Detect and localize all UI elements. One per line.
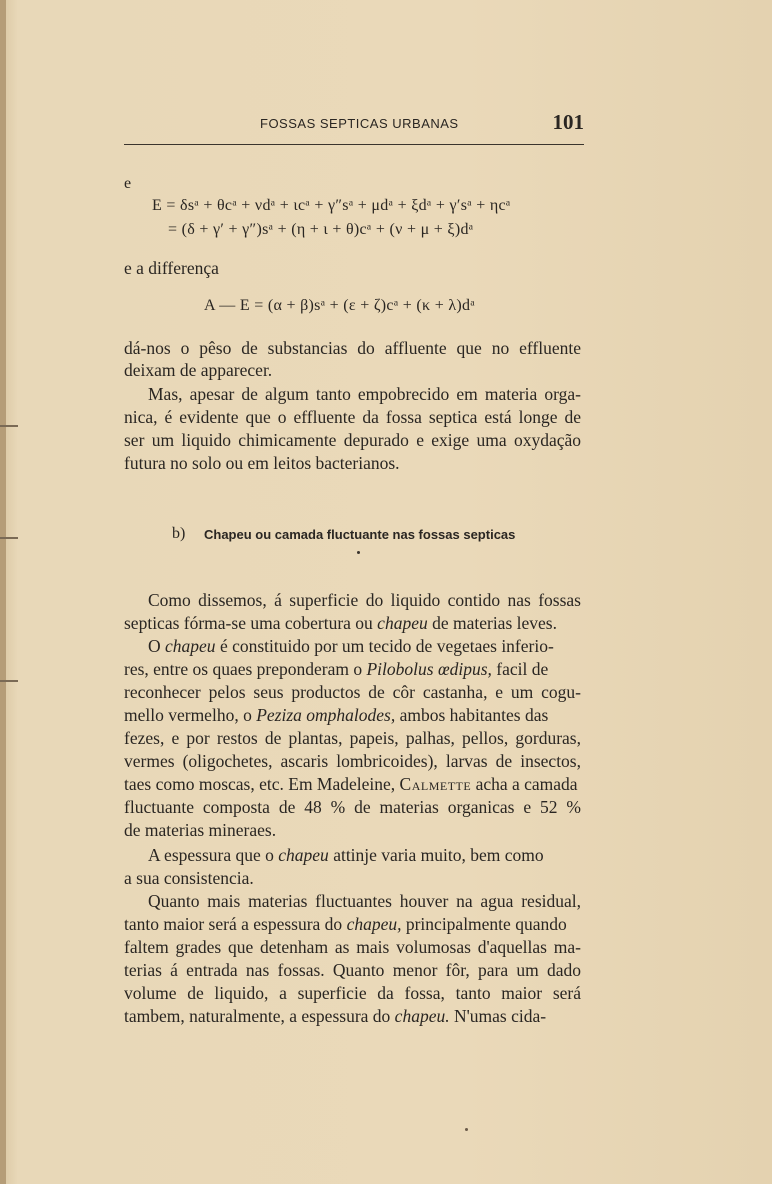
difference-equation: A — E = (α + β)sᵃ + (ε + ζ)cᵃ + (κ + λ)dᵃ [204, 297, 475, 314]
paragraph-line: res, entre os quaes preponderam o Pilobolus œdipus, facil de [124, 659, 549, 679]
paragraph-line: ser um liquido chimicamente depurado e exige uma oxydação [124, 430, 581, 450]
equation-e-line2: = (δ + γ′ + γ″)sᵃ + (η + ι + θ)cᵃ + (ν + μ + ξ)dᵃ [168, 221, 474, 238]
paragraph-line: tambem, naturalmente, a espessura do chapeu. N'umas cida- [124, 1006, 547, 1026]
equation-e-line1: E = δsᵃ + θcᵃ + νdᵃ + ιcᵃ + γ″sᵃ + μdᵃ + ξdᵃ + γ′sᵃ + ηcᵃ [152, 197, 511, 214]
paragraph-line: mello vermelho, o Peziza omphalodes, ambos habitantes das [124, 705, 549, 725]
margin-mark [0, 425, 18, 427]
running-title: FOSSAS SEPTICAS URBANAS [260, 116, 459, 131]
running-header [124, 112, 584, 142]
paragraph-line: Como dissemos, á superficie do liquido contido nas fossas [148, 590, 581, 610]
paragraph-line: fezes, e por restos de plantas, papeis, palhas, pellos, gorduras, [124, 728, 581, 748]
paragraph-line: O chapeu é constituido por um tecido de vegetaes inferio- [148, 636, 554, 656]
equation-conjunction: e [124, 175, 132, 192]
paragraph-line: A espessura que o chapeu attinje varia muito, bem como [148, 845, 544, 865]
page-binding-edge [0, 0, 6, 1184]
paragraph-line: terias á entrada nas fossas. Quanto menor fôr, para um dado [124, 960, 581, 980]
margin-mark [0, 680, 18, 682]
paragraph-line: deixam de apparecer. [124, 360, 273, 380]
margin-mark [0, 537, 18, 539]
header-rule [124, 144, 584, 145]
paragraph-line: volume de liquido, a superficie da fossa, tanto maior será [124, 983, 581, 1003]
paragraph-line: fluctuante composta de 48 % de materias organicas e 52 % [124, 797, 581, 817]
difference-label: e a differença [124, 258, 219, 278]
paragraph-line: Quanto mais materias fluctuantes houver na agua residual, [148, 891, 581, 911]
paragraph-line: tanto maior será a espessura do chapeu, principalmente quando [124, 914, 567, 934]
paragraph-line: futura no solo ou em leitos bacterianos. [124, 453, 400, 473]
section-label: b) [172, 525, 186, 542]
paragraph-line: Mas, apesar de algum tanto empobrecido em materia orga- [148, 384, 581, 404]
paragraph-line: de materias mineraes. [124, 820, 277, 840]
paragraph-line: vermes (oligochetes, ascaris lombricoides), larvas de insectos, [124, 751, 581, 771]
paragraph-line: nica, é evidente que o effluente da fossa septica está longe de [124, 407, 581, 427]
paragraph-line: reconhecer pelos seus productos de côr castanha, e um cogu- [124, 682, 581, 702]
paragraph-line: dá-nos o pêso de substancias do affluente que no effluente [124, 338, 581, 358]
section-title: Chapeu ou camada fluctuante nas fossas septicas [204, 527, 516, 542]
paragraph-line: faltem grades que detenham as mais volumosas d'aquellas ma- [124, 937, 581, 957]
paragraph-line: septicas fórma-se uma cobertura ou chapeu de materias leves. [124, 613, 557, 633]
paragraph-line: taes como moscas, etc. Em Madeleine, Calmette acha a camada [124, 774, 578, 794]
paper-speck [465, 1128, 468, 1131]
paragraph-line: a sua consistencia. [124, 868, 254, 888]
page-number: 101 [552, 110, 584, 134]
stray-mark [357, 551, 360, 554]
